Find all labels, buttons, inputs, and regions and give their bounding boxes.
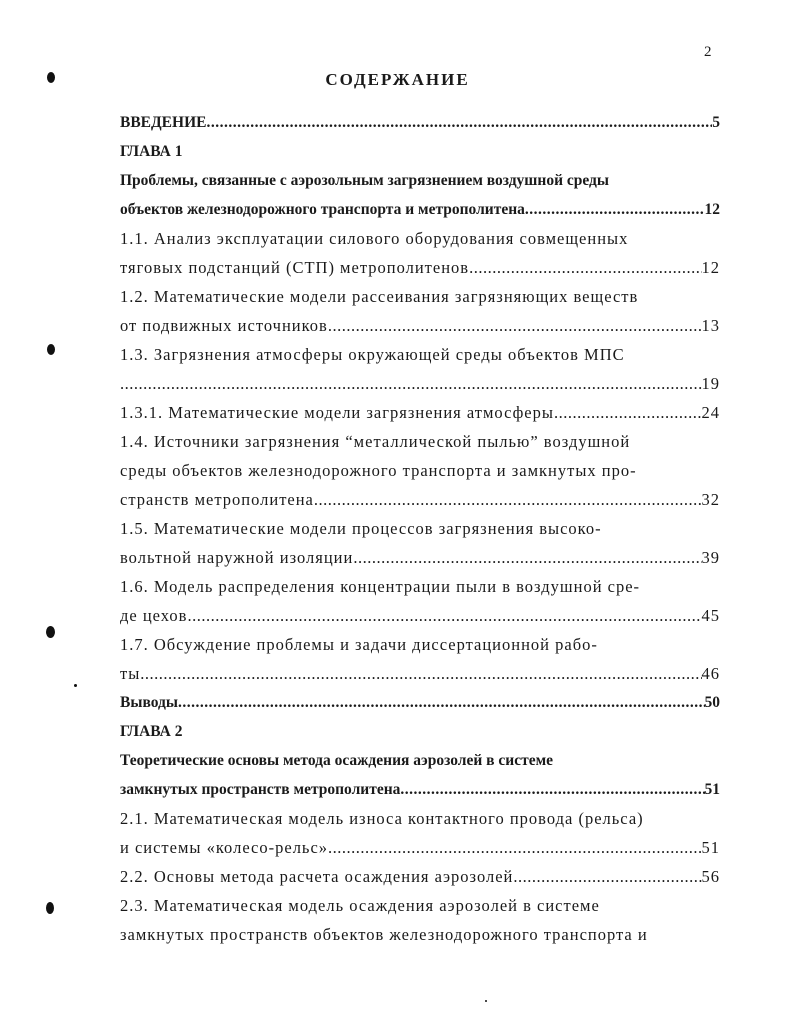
toc-entry	[120, 630, 720, 659]
toc-entry	[120, 833, 720, 862]
toc-entry	[120, 195, 720, 224]
toc-entry-text: 2.1. Математическая модель износа контактного провода (рельса)	[120, 809, 644, 828]
toc-title: СОДЕРЖАНИЕ	[325, 70, 470, 89]
speck	[485, 1000, 487, 1002]
toc-entry	[120, 775, 720, 804]
toc-entry-page: 50	[704, 694, 720, 711]
toc-entry	[120, 456, 720, 485]
toc-entry-text: 1.3. Загрязнения атмосферы окружающей среды объектов МПС	[120, 345, 625, 364]
toc-entry	[120, 253, 720, 282]
toc-entry	[120, 804, 720, 833]
toc-entry	[120, 166, 720, 195]
toc-entry-text: странств метрополитена	[120, 490, 314, 509]
toc-entry-text: 1.1. Анализ эксплуатации силового оборудования совмещенных	[120, 229, 629, 248]
page-number: 2	[704, 44, 712, 60]
toc-entry	[120, 543, 720, 572]
punch-mark	[47, 344, 55, 355]
toc-entry	[120, 485, 720, 514]
toc-entry	[120, 891, 720, 920]
toc-entry-page: 56	[701, 867, 720, 886]
toc-entry	[120, 311, 720, 340]
toc-entry	[120, 572, 720, 601]
toc-entry	[120, 688, 720, 717]
toc-entry	[120, 659, 720, 688]
leader-dots	[400, 775, 704, 804]
table-of-contents	[120, 108, 720, 949]
toc-entry	[120, 717, 720, 746]
toc-entry-text: 1.5. Математические модели процессов загрязнения высоко-	[120, 519, 602, 538]
leader-dots	[513, 862, 701, 891]
toc-entry-text: тяговых подстанций (СТП) метрополитенов	[120, 258, 470, 277]
toc-entry	[120, 862, 720, 891]
toc-entry-text: ВВЕДЕНИЕ	[120, 114, 207, 131]
toc-entry-text: 1.4. Источники загрязнения “металлической пылью” воздушной	[120, 432, 631, 451]
toc-entry-page: 19	[701, 374, 720, 393]
punch-mark	[46, 902, 54, 914]
toc-entry-text: и системы «колесо-рельс»	[120, 838, 329, 857]
toc-entry-page: 13	[701, 316, 720, 335]
toc-entry-text: Проблемы, связанные с аэрозольным загрязнением воздушной среды	[120, 172, 609, 189]
toc-entry-text: 2.3. Математическая модель осаждения аэрозолей в системе	[120, 896, 600, 915]
toc-entry-text: ГЛАВА 1	[120, 143, 183, 160]
toc-entry-page: 5	[712, 114, 720, 131]
toc-entry	[120, 224, 720, 253]
toc-entry-text: ты	[120, 664, 141, 683]
toc-entry	[120, 108, 720, 137]
leader-dots	[469, 253, 701, 282]
toc-entry	[120, 427, 720, 456]
toc-entry-text: Выводы	[120, 694, 178, 711]
speck	[74, 684, 77, 687]
leader-dots	[140, 659, 701, 688]
toc-entry-page: 32	[701, 490, 720, 509]
toc-entry-text: 1.7. Обсуждение проблемы и задачи диссертационной рабо-	[120, 635, 598, 654]
toc-entry	[120, 514, 720, 543]
toc-entry-text: среды объектов железнодорожного транспорта и замкнутых про-	[120, 461, 637, 480]
leader-dots	[554, 398, 702, 427]
toc-entry-text: 1.2. Математические модели рассеивания загрязняющих веществ	[120, 287, 639, 306]
toc-entry-page: 51	[704, 781, 720, 798]
toc-entry	[120, 746, 720, 775]
toc-entry	[120, 601, 720, 630]
leader-dots	[206, 108, 712, 137]
leader-dots	[353, 543, 701, 572]
toc-entry-text: замкнутых пространств объектов железнодорожного транспорта и	[120, 925, 648, 944]
toc-entry-text: де цехов	[120, 606, 188, 625]
toc-entry	[120, 369, 720, 398]
toc-entry	[120, 282, 720, 311]
toc-entry-text: замкнутых пространств метрополитена	[120, 781, 401, 798]
leader-dots	[187, 601, 701, 630]
toc-entry-text: объектов железнодорожного транспорта и метрополитена	[120, 201, 525, 218]
toc-entry-text: ГЛАВА 2	[120, 723, 183, 740]
toc-entry-page: 51	[701, 838, 720, 857]
toc-entry-page: 24	[701, 403, 720, 422]
leader-dots	[314, 485, 702, 514]
toc-entry	[120, 920, 720, 949]
toc-entry-page: 46	[701, 664, 720, 683]
toc-entry-text: 2.2. Основы метода расчета осаждения аэрозолей	[120, 867, 514, 886]
toc-entry-page: 45	[701, 606, 720, 625]
toc-entry-page: 12	[701, 258, 720, 277]
leader-dots	[525, 195, 705, 224]
leader-dots	[328, 833, 701, 862]
toc-entry-text: 1.3.1. Математические модели загрязнения атмосферы	[120, 403, 554, 422]
toc-entry-text: Теоретические основы метода осаждения аэрозолей в системе	[120, 752, 554, 769]
leader-dots	[328, 311, 702, 340]
toc-entry-page: 39	[701, 548, 720, 567]
punch-mark	[47, 72, 55, 83]
leader-dots	[120, 369, 702, 398]
toc-entry	[120, 340, 720, 369]
toc-entry-text: 1.6. Модель распределения концентрации пыли в воздушной сре-	[120, 577, 641, 596]
toc-entry-text: от подвижных источников	[120, 316, 328, 335]
punch-mark	[46, 626, 55, 638]
toc-entry-page: 12	[704, 201, 720, 218]
toc-entry	[120, 137, 720, 166]
leader-dots	[178, 688, 705, 717]
toc-entry-text: вольтной наружной изоляции	[120, 548, 354, 567]
toc-entry	[120, 398, 720, 427]
